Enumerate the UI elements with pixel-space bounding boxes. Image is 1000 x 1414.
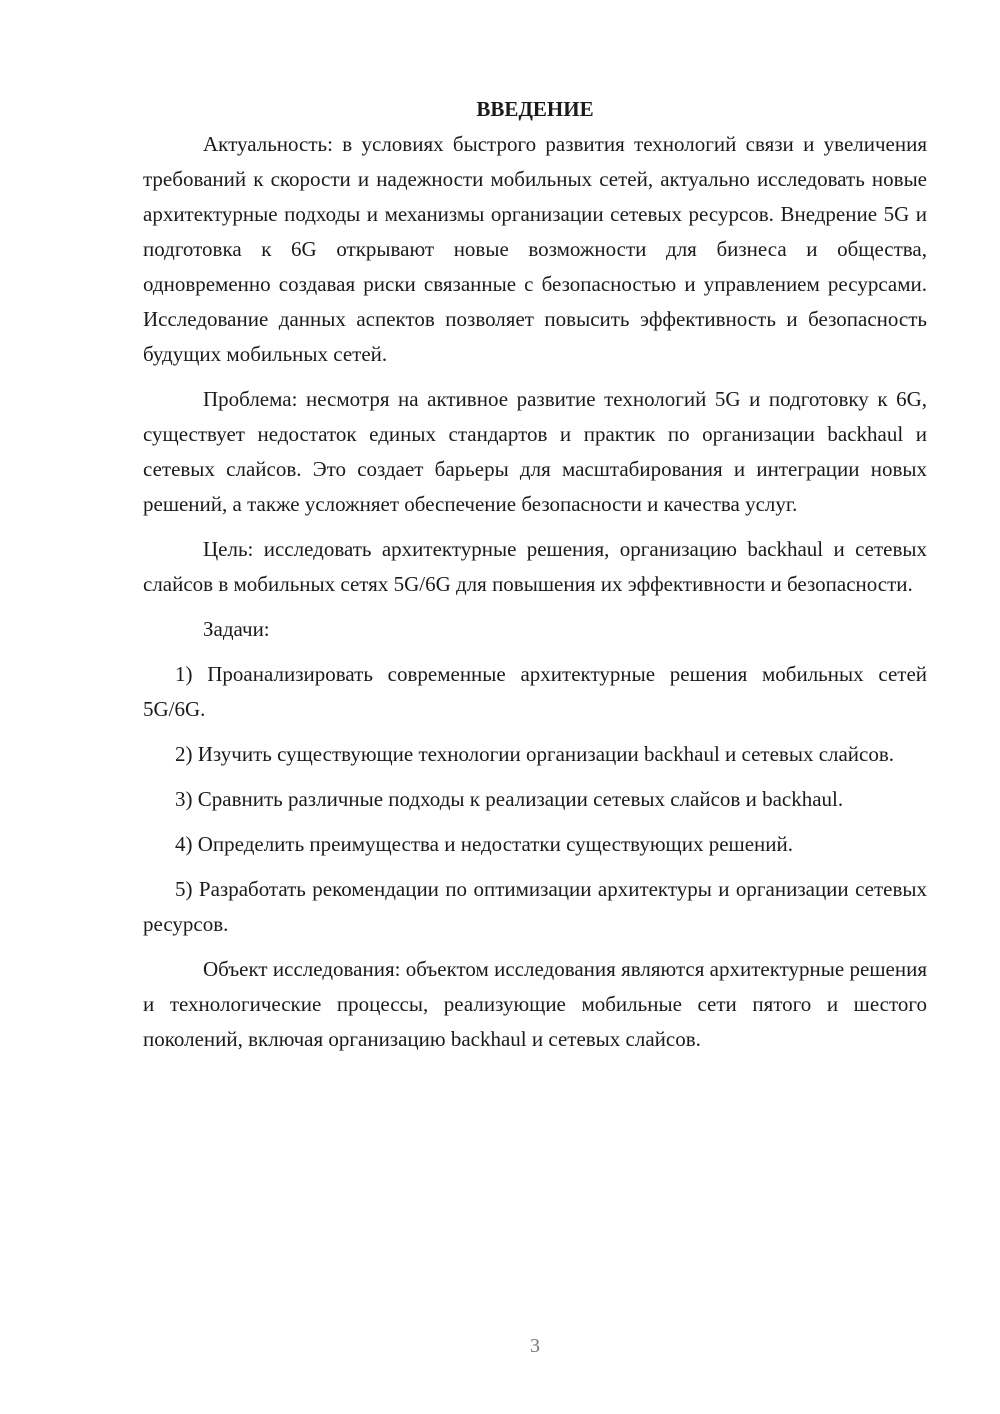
page-number: 3 — [530, 1335, 540, 1357]
task-item-3: 3) Сравнить различные подходы к реализации сетевых слайсов и backhaul. — [175, 787, 844, 811]
paragraph-object: Объект исследования: объектом исследования являются архитектурные решения и технологические процессы, реализующие мобильные сети пятого и шестого поколений, включая организацию backhaul и сетевых слайсов. — [143, 957, 927, 1051]
task-item-1: 1) Проанализировать современные архитектурные решения мобильных сетей 5G/6G. — [143, 662, 927, 721]
task-item-2: 2) Изучить существующие технологии организации backhaul и сетевых слайсов. — [175, 742, 895, 766]
task-item-4: 4) Определить преимущества и недостатки существующих решений. — [175, 832, 793, 856]
paragraph-relevance: Актуальность: в условиях быстрого развития технологий связи и увеличения требований к скорости и надежности мобильных сетей, актуально исследовать новые архитектурные подходы и механизмы организации сетевых ресурсов. Внедрение 5G и подготовка к 6G открывают новые возможности для бизнеса и общества, одновременно создавая риски связанные с безопасностью и управлением ресурсами. Исследование данных аспектов позволяет повысить эффективность и безопасность будущих мобильных сетей. — [143, 132, 927, 366]
paragraph-goal: Цель: исследовать архитектурные решения, организацию backhaul и сетевых слайсов в мобильных сетях 5G/6G для повышения их эффективности и безопасности. — [143, 537, 927, 596]
page-content — [143, 92, 927, 1067]
page-title: ВВЕДЕНИЕ — [476, 97, 594, 121]
paragraph-problem: Проблема: несмотря на активное развитие технологий 5G и подготовку к 6G, существует недостаток единых стандартов и практик по организации backhaul и сетевых слайсов. Это создает барьеры для масштабирования и интеграции новых решений, а также усложняет обеспечение безопасности и качества услуг. — [143, 387, 927, 516]
tasks-label: Задачи: — [203, 617, 270, 641]
task-item-5: 5) Разработать рекомендации по оптимизации архитектуры и организации сетевых ресурсов. — [143, 877, 927, 936]
